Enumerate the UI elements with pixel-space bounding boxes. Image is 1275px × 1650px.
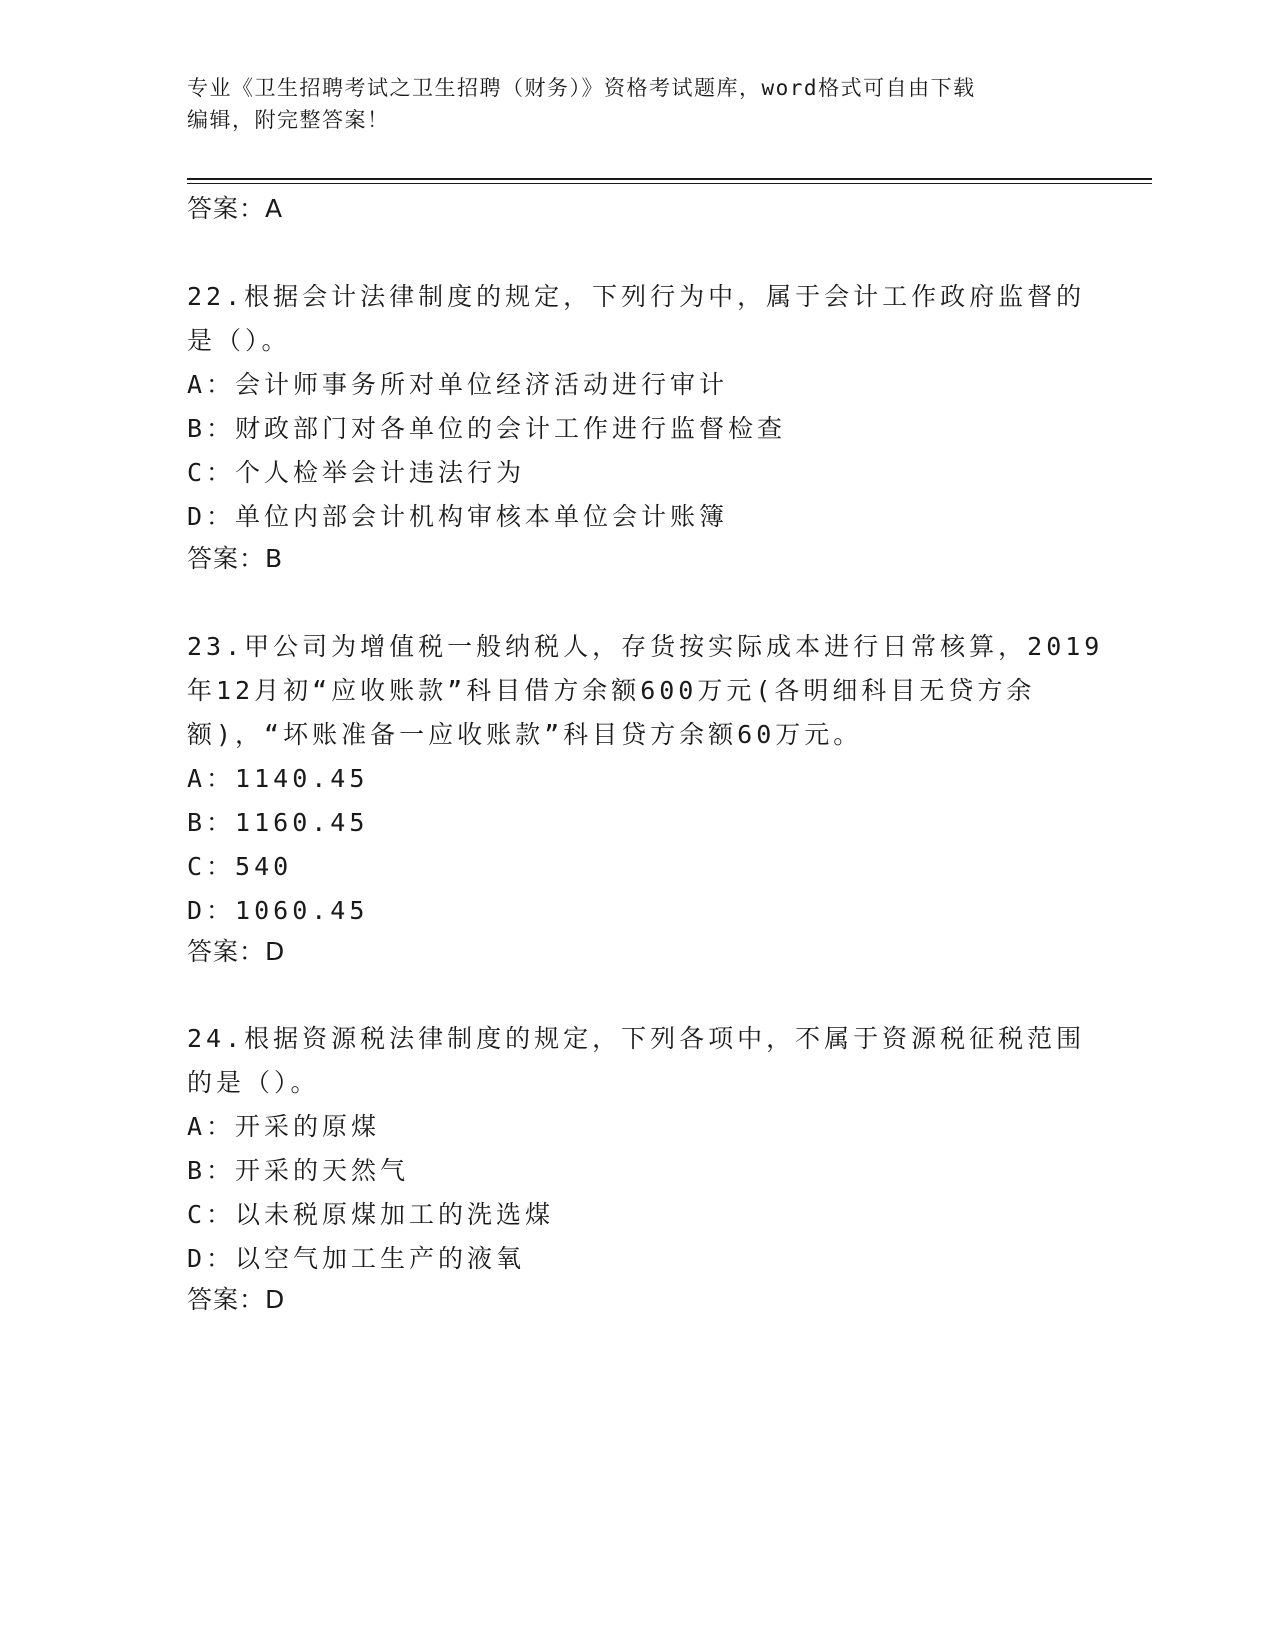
question-22-stem-line-2: 是（）。 — [187, 326, 291, 355]
question-23-option-d: D：1060.45 — [187, 896, 369, 925]
question-22-answer: 答案：B — [187, 544, 284, 573]
header-line-1: 专业《卫生招聘考试之卫生招聘（财务）》资格考试题库，word格式可自由下载 — [187, 76, 976, 100]
header-divider-thin — [187, 183, 1152, 184]
question-22-option-c: C：个人检举会计违法行为 — [187, 458, 526, 487]
question-23-stem-line-2: 年12月初“应收账款”科目借方余额600万元(各明细科目无贷方余 — [187, 676, 1036, 705]
question-24-stem-line-2: 的是（）。 — [187, 1068, 320, 1097]
question-24-stem-line-1: 24.根据资源税法律制度的规定，下列各项中，不属于资源税征税范围 — [187, 1024, 1086, 1053]
question-23-answer: 答案：D — [187, 937, 286, 966]
document-header — [187, 72, 1087, 136]
question-24-option-b: B：开采的天然气 — [187, 1156, 410, 1185]
question-23-option-b: B：1160.45 — [187, 808, 369, 837]
question-24-answer: 答案：D — [187, 1285, 286, 1314]
question-22-option-a: A：会计师事务所对单位经济活动进行审计 — [187, 370, 729, 399]
question-23-option-a: A：1140.45 — [187, 764, 369, 793]
question-23-stem-line-1: 23.甲公司为增值税一般纳税人，存货按实际成本进行日常核算，2019 — [187, 632, 1104, 661]
question-23-option-c: C：540 — [187, 852, 293, 881]
header-line-2: 编辑，附完整答案！ — [187, 108, 390, 132]
previous-answer: 答案：A — [187, 194, 284, 223]
question-24-option-a: A：开采的原煤 — [187, 1112, 381, 1141]
question-22-option-b: B：财政部门对各单位的会计工作进行监督检查 — [187, 414, 787, 443]
header-divider-thick — [187, 178, 1152, 180]
question-24-option-c: C：以未税原煤加工的洗选煤 — [187, 1200, 555, 1229]
question-23-stem-line-3: 额)，“坏账准备一应收账款”科目贷方余额60万元。 — [187, 720, 863, 749]
question-22-stem-line-1: 22.根据会计法律制度的规定，下列行为中，属于会计工作政府监督的 — [187, 282, 1086, 311]
question-22-option-d: D：单位内部会计机构审核本单位会计账簿 — [187, 502, 729, 531]
question-24-option-d: D：以空气加工生产的液氧 — [187, 1244, 526, 1273]
